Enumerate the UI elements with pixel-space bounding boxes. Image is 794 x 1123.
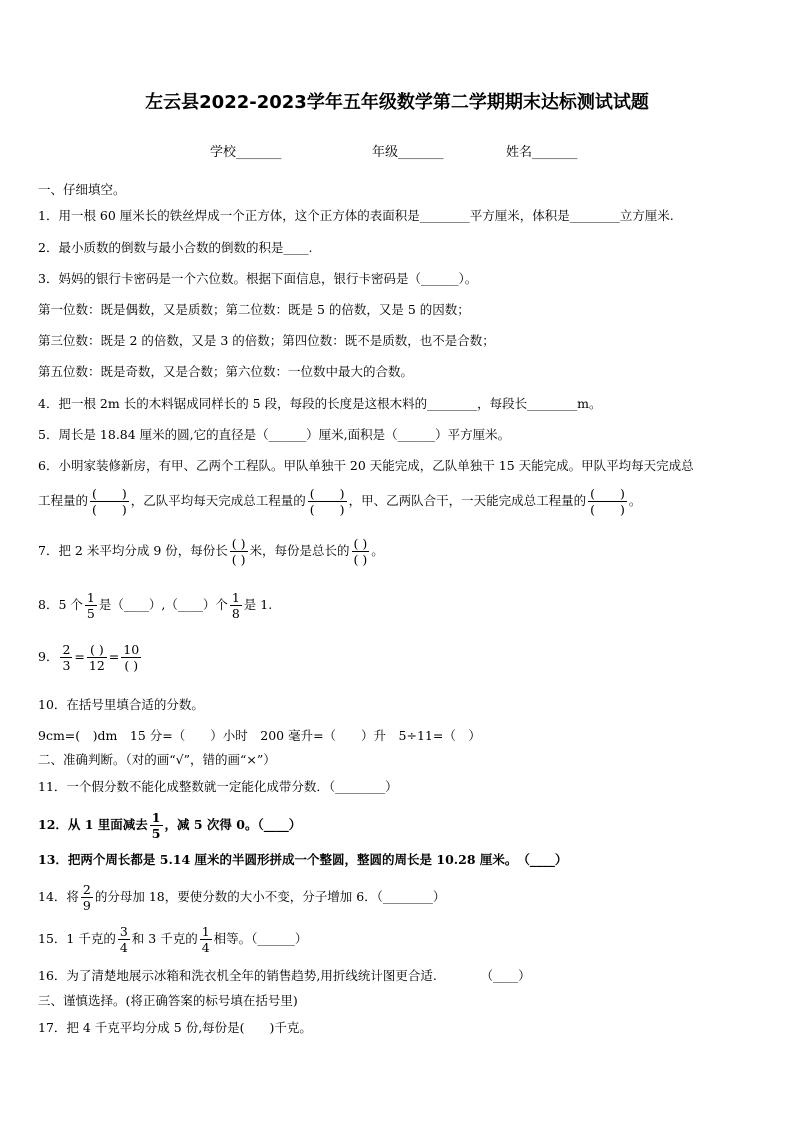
question-3-clue-3: 第五位数：既是奇数，又是合数；第六位数：一位数中最大的合数。	[38, 364, 414, 379]
fraction	[150, 810, 163, 841]
section-3-heading: 三、谨慎选择。(将正确答案的标号填在括号里)	[38, 993, 298, 1008]
numerator: 1	[231, 590, 240, 605]
denominator: 4	[201, 940, 210, 955]
text: ，甲、乙两队合干，一天能完成总工程量的	[348, 493, 587, 508]
fraction	[588, 486, 627, 517]
section-1-heading: 一、仔细填空。	[38, 182, 126, 197]
text: 9．	[38, 649, 59, 664]
text: 。	[628, 493, 642, 508]
text: 14．将	[38, 889, 79, 904]
question-2: 2．最小质数的倒数与最小合数的倒数的积是____.	[38, 240, 313, 255]
denominator: ( )	[92, 502, 127, 517]
denominator: 5	[151, 826, 161, 841]
numerator: 2	[82, 882, 91, 897]
question-6-cont	[38, 486, 641, 517]
numerator: ( )	[590, 486, 625, 501]
question-10: 10．在括号里填合适的分数。	[38, 697, 204, 712]
name-field: 姓名_______	[506, 145, 578, 160]
question-4: 4．把一根 2m 长的木料锯成同样长的 5 段，每段的长度是这根木料的________，每段长________m。	[38, 396, 602, 411]
text: 是（____）,（____）个	[98, 597, 228, 612]
fraction	[60, 642, 72, 673]
denominator: ( )	[309, 502, 345, 517]
question-8	[38, 590, 272, 621]
denominator: ( )	[231, 552, 246, 567]
fraction	[87, 642, 107, 673]
text: ，减 5 次得 0。（____）	[164, 817, 302, 832]
denominator: 12	[88, 658, 105, 673]
question-5: 5．周长是 18.84 厘米的圆,它的直径是（______）厘米,面积是（______）平方厘米。	[38, 427, 511, 442]
question-10-items: 9cm=( )dm 15 分=（ ）小时 200 毫升=（ ）升 5÷11=（ ）	[38, 728, 481, 743]
question-15	[38, 924, 307, 955]
fraction	[200, 924, 212, 955]
fraction	[230, 590, 242, 621]
text: 7．把 2 米平均分成 9 份，每份长	[38, 543, 228, 558]
section-2-heading: 二、准确判断。（对的画“√”，错的画“×”）	[38, 752, 276, 767]
text: 。	[371, 543, 384, 558]
question-14	[38, 882, 445, 913]
text: 和 3 千克的	[131, 931, 198, 946]
denominator: 4	[119, 940, 128, 955]
numerator: 2	[62, 642, 71, 657]
text: 相等。（______）	[213, 931, 308, 946]
numerator: ( )	[353, 536, 368, 551]
denominator: ( )	[353, 552, 368, 567]
text: 8．5 个	[38, 597, 83, 612]
text: 米，每份是总长的	[249, 543, 350, 558]
question-6: 6．小明家装修新房，有甲、乙两个工程队。甲队单独干 20 天能完成，乙队单独干 15 天能完成。甲队平均每天完成总	[38, 458, 694, 473]
fraction	[352, 536, 370, 567]
equals-sign: =	[108, 649, 120, 664]
numerator: 10	[123, 642, 140, 657]
text: 的分母加 18，要使分数的大小不变，分子增加 6．（________）	[94, 889, 446, 904]
numerator: 1	[86, 590, 95, 605]
denominator: ( )	[590, 502, 625, 517]
fraction	[121, 642, 141, 673]
text: 是 1.	[243, 597, 273, 612]
numerator: ( )	[309, 486, 345, 501]
question-3-clue-2: 第三位数：既是 2 的倍数，又是 3 的倍数；第四位数：既不是质数，也不是合数；	[38, 333, 495, 348]
question-11: 11．一个假分数不能化成整数就一定能化成带分数．（________）	[38, 779, 398, 794]
question-12	[38, 810, 301, 841]
text: 12．从 1 里面减去	[38, 817, 148, 832]
denominator: ( )	[124, 658, 139, 673]
grade-field: 年级_______	[372, 145, 444, 160]
denominator: 8	[231, 606, 240, 621]
fraction	[90, 486, 129, 517]
fraction	[230, 536, 248, 567]
question-9	[38, 642, 143, 673]
fraction	[85, 590, 97, 621]
numerator: 1	[201, 924, 210, 939]
text: 15．1 千克的	[38, 931, 116, 946]
question-1: 1．用一根 60 厘米长的铁丝焊成一个正方体，这个正方体的表面积是________平方厘米，体积是________立方厘米.	[38, 208, 674, 223]
question-3-clue-1: 第一位数：既是偶数，又是质数；第二位数：既是 5 的倍数，又是 5 的因数；	[38, 302, 470, 317]
text: 工程量的	[38, 493, 89, 508]
denominator: 9	[82, 898, 91, 913]
page-title: 左云县2022-2023学年五年级数学第二学期期末达标测试试题	[145, 92, 649, 113]
equals-sign: =	[74, 649, 85, 664]
fraction	[308, 486, 347, 517]
question-3: 3．妈妈的银行卡密码是一个六位数。根据下面信息，银行卡密码是（______）。	[38, 271, 478, 286]
fraction	[81, 882, 93, 913]
numerator: 1	[151, 810, 161, 825]
fraction	[118, 924, 130, 955]
question-7	[38, 536, 384, 567]
numerator: 3	[119, 924, 128, 939]
school-field: 学校_______	[210, 145, 282, 160]
question-13: 13．把两个周长都是 5.14 厘米的半圆形拼成一个整圆，整圆的周长是 10.28 厘米。 （____）	[38, 852, 568, 867]
question-16: 16．为了清楚地展示冰箱和洗衣机全年的销售趋势,用折线统计图更合适. （____）	[38, 968, 531, 983]
question-17: 17．把 4 千克平均分成 5 份,每份是( )千克。	[38, 1020, 312, 1035]
numerator: ( )	[87, 642, 107, 658]
denominator: 3	[62, 658, 71, 673]
denominator: 5	[86, 606, 95, 621]
text: ，乙队平均每天完成总工程量的	[130, 493, 306, 508]
numerator: ( )	[231, 536, 246, 551]
numerator: ( )	[92, 486, 127, 501]
